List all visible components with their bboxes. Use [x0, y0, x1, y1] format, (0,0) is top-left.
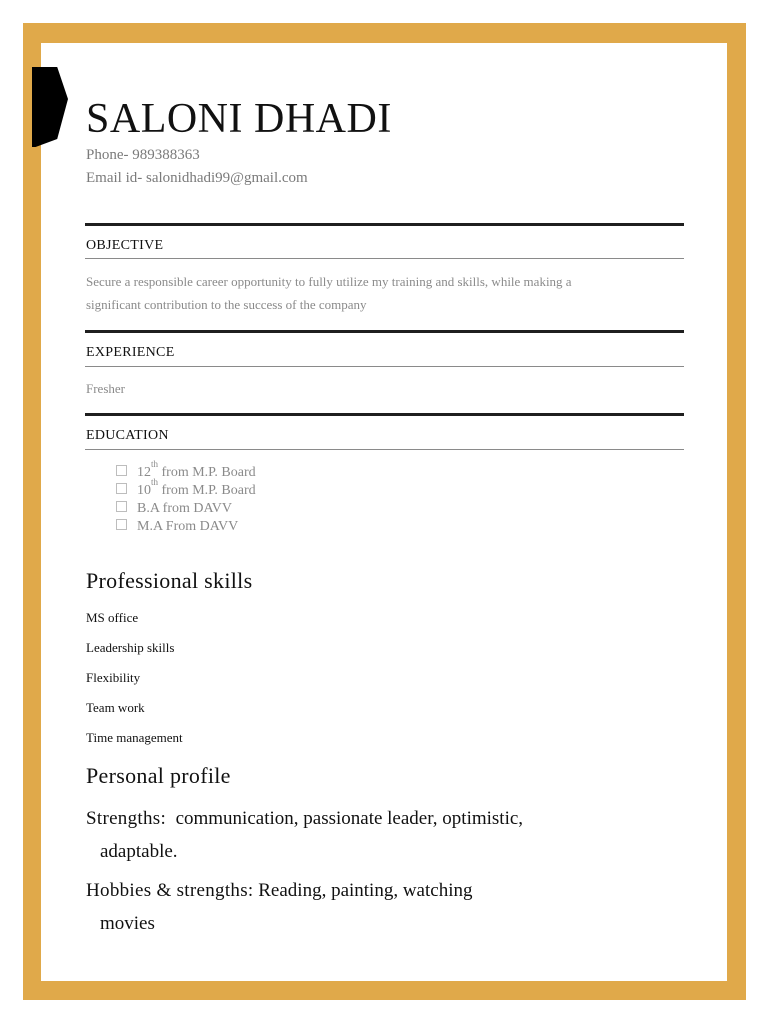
education-list — [116, 459, 256, 536]
skill-item: MS office — [86, 610, 139, 625]
strengths-row — [86, 802, 646, 868]
hobbies-line-2: movies — [100, 913, 155, 934]
skill-item: Leadership skills — [86, 640, 175, 655]
hobbies-line-1: Reading, painting, watching — [258, 880, 473, 901]
strengths-label: Strengths: — [86, 808, 167, 829]
education-heading: EDUCATION — [86, 428, 169, 443]
skill-item: Team work — [86, 700, 145, 715]
email-text: Email id- salonidhadi99@gmail.com — [86, 170, 308, 186]
divider-thin — [85, 258, 684, 259]
skill-item: Flexibility — [86, 670, 141, 685]
bullet-icon — [116, 501, 127, 512]
hobbies-row — [86, 874, 646, 940]
strengths-line-2: adaptable. — [100, 841, 178, 862]
experience-text: Fresher — [86, 381, 125, 396]
objective-line-2: significant contribution to the success of the company — [86, 297, 367, 312]
strengths-line-1: communication, passionate leader, optimistic, — [175, 808, 524, 829]
objective-text — [86, 270, 676, 316]
divider-thick — [85, 223, 684, 226]
list-item: 10th from M.P. Board — [116, 482, 256, 500]
objective-heading: OBJECTIVE — [86, 238, 164, 253]
bullet-icon — [116, 519, 127, 530]
skill-item: Time management — [86, 730, 183, 745]
list-item: M.A From DAVV — [116, 518, 256, 536]
hobbies-label: Hobbies & strengths: — [86, 880, 254, 901]
profile-heading: Personal profile — [86, 763, 231, 788]
divider-thin — [85, 449, 684, 450]
bullet-icon — [116, 465, 127, 476]
divider-thin — [85, 366, 684, 367]
phone-text: Phone- 989388363 — [86, 147, 200, 163]
divider-thick — [85, 413, 684, 416]
skills-heading: Professional skills — [86, 568, 253, 593]
divider-thick — [85, 330, 684, 333]
list-item: B.A from DAVV — [116, 500, 256, 518]
list-item: 12th from M.P. Board — [116, 464, 256, 482]
experience-heading: EXPERIENCE — [86, 345, 175, 360]
objective-line-1: Secure a responsible career opportunity to fully utilize my training and skills, while making a — [86, 274, 572, 289]
candidate-name: SALONI DHADI — [86, 96, 392, 142]
bullet-icon — [116, 483, 127, 494]
